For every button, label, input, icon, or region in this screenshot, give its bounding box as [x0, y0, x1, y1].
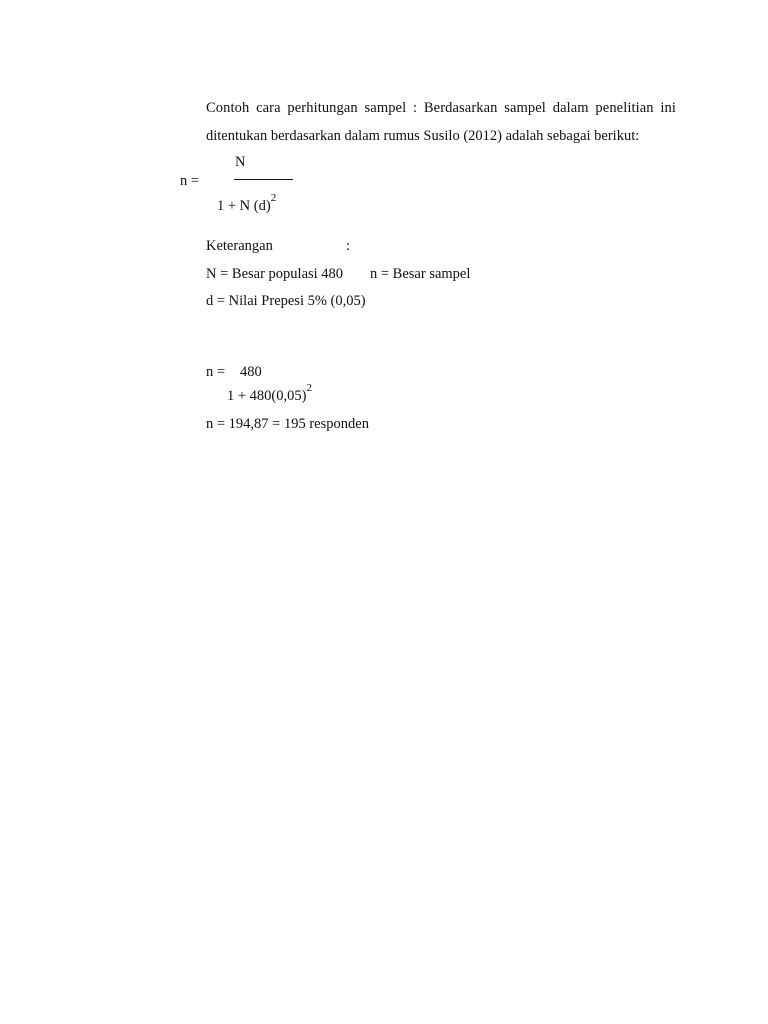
formula-exponent: 2	[270, 192, 277, 205]
legend-d-definition: d = Nilai Prepesi 5% (0,05)	[206, 293, 366, 309]
legend-n-definition: n = Besar sampel	[370, 266, 471, 282]
formula-numerator: N	[235, 154, 246, 170]
calc-denominator	[227, 382, 312, 405]
legend-title: Keterangan	[206, 238, 273, 254]
formula-denominator	[217, 192, 277, 215]
legend-colon: :	[346, 238, 351, 254]
calc-lhs: n =	[206, 364, 226, 380]
intro-line-1: Contoh cara perhitungan sampel : Berdasarkan sampel dalam penelitian ini	[206, 100, 676, 116]
calc-denominator-text: 1 + 480(0,05)	[227, 388, 307, 404]
formula-fraction-bar	[234, 179, 293, 180]
calc-numerator: 480	[240, 364, 262, 380]
intro-line-2: ditentukan berdasarkan dalam rumus Susilo (2012) adalah sebagai berikut:	[206, 128, 640, 144]
legend-N-definition: N = Besar populasi 480	[206, 266, 344, 282]
formula-denominator-text: 1 + N (d)	[217, 198, 271, 214]
calc-exponent: 2	[306, 382, 312, 395]
formula-lhs: n =	[180, 173, 200, 189]
calc-result: n = 194,87 = 195 responden	[206, 416, 369, 432]
